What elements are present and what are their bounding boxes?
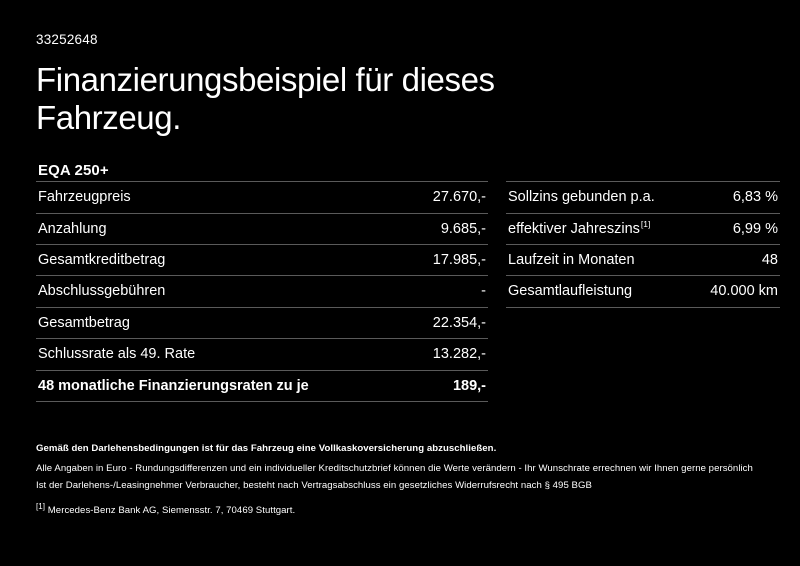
row-label: Anzahlung [38,220,107,237]
row-value: 40.000 km [710,283,778,300]
footnote-marker: [1] [640,218,651,229]
row-value: 189,- [452,377,486,394]
finance-table-right [506,181,780,308]
page-title: Finanzierungsbeispiel für dieses Fahrzeug. [36,61,495,136]
row-label: Gesamtlaufleistung [508,283,633,300]
row-value: 6,83 % [732,189,778,206]
table-row [506,244,780,275]
row-value: 48 [761,252,778,268]
table-row [36,275,488,306]
table-row [506,275,780,307]
row-label: Laufzeit in Monaten [508,252,635,268]
table-row [506,213,780,244]
finance-tables [36,181,778,402]
footnote-marker: [1] [36,501,46,511]
footer-insurance-note: Gemäß den Darlehensbedingungen ist für das Fahrzeug eine Vollkaskoversicherung abzuschließen. [36,443,497,454]
footer-notes [36,443,764,522]
row-label: Sollzins gebunden p.a. [508,189,655,206]
table-row [36,307,488,338]
table-row [36,338,488,369]
row-label-text: effektiver Jahreszins [508,220,640,237]
table-row [506,181,780,212]
row-value: 13.282,- [432,346,486,363]
finance-table-left [36,181,488,402]
row-label: Gesamtkreditbetrag [38,252,166,268]
row-label [508,218,651,238]
row-value: 22.354,- [432,314,486,331]
row-label: Fahrzeugpreis [38,189,131,206]
footer-bank-note [36,501,764,516]
row-value: 9.685,- [440,220,486,237]
table-row [36,244,488,275]
table-row [36,213,488,244]
row-label: Schlussrate als 49. Rate [38,346,196,363]
row-label: Gesamtbetrag [38,314,130,331]
footer-note-2: Ist der Darlehens-/Leasingnehmer Verbraucher, besteht nach Vertragsabschluss ein gesetzliches Widerrufsrecht nach § 495 BGB [36,480,592,491]
row-value: 17.985,- [432,252,486,268]
table-row [36,181,488,212]
document-id: 33252648 [36,32,98,47]
row-label: Abschlussgebühren [38,283,166,300]
row-label: 48 monatliche Finanzierungsraten zu je [38,377,309,394]
vehicle-model-label: EQA 250+ [38,162,109,180]
row-value: 6,99 % [732,220,778,237]
table-row-monthly-rate [36,370,488,402]
footer-note-1: Alle Angaben in Euro - Rundungsdifferenzen und ein individueller Kreditschutzbrief können die Werte verändern - Ihr Wunschrate errechnen wir Ihnen gerne persönlich [36,463,753,474]
footer-bank-text: Mercedes-Benz Bank AG, Siemensstr. 7, 70469 Stuttgart. [47,505,296,516]
row-value: - [481,283,486,300]
row-value: 27.670,- [432,189,486,206]
